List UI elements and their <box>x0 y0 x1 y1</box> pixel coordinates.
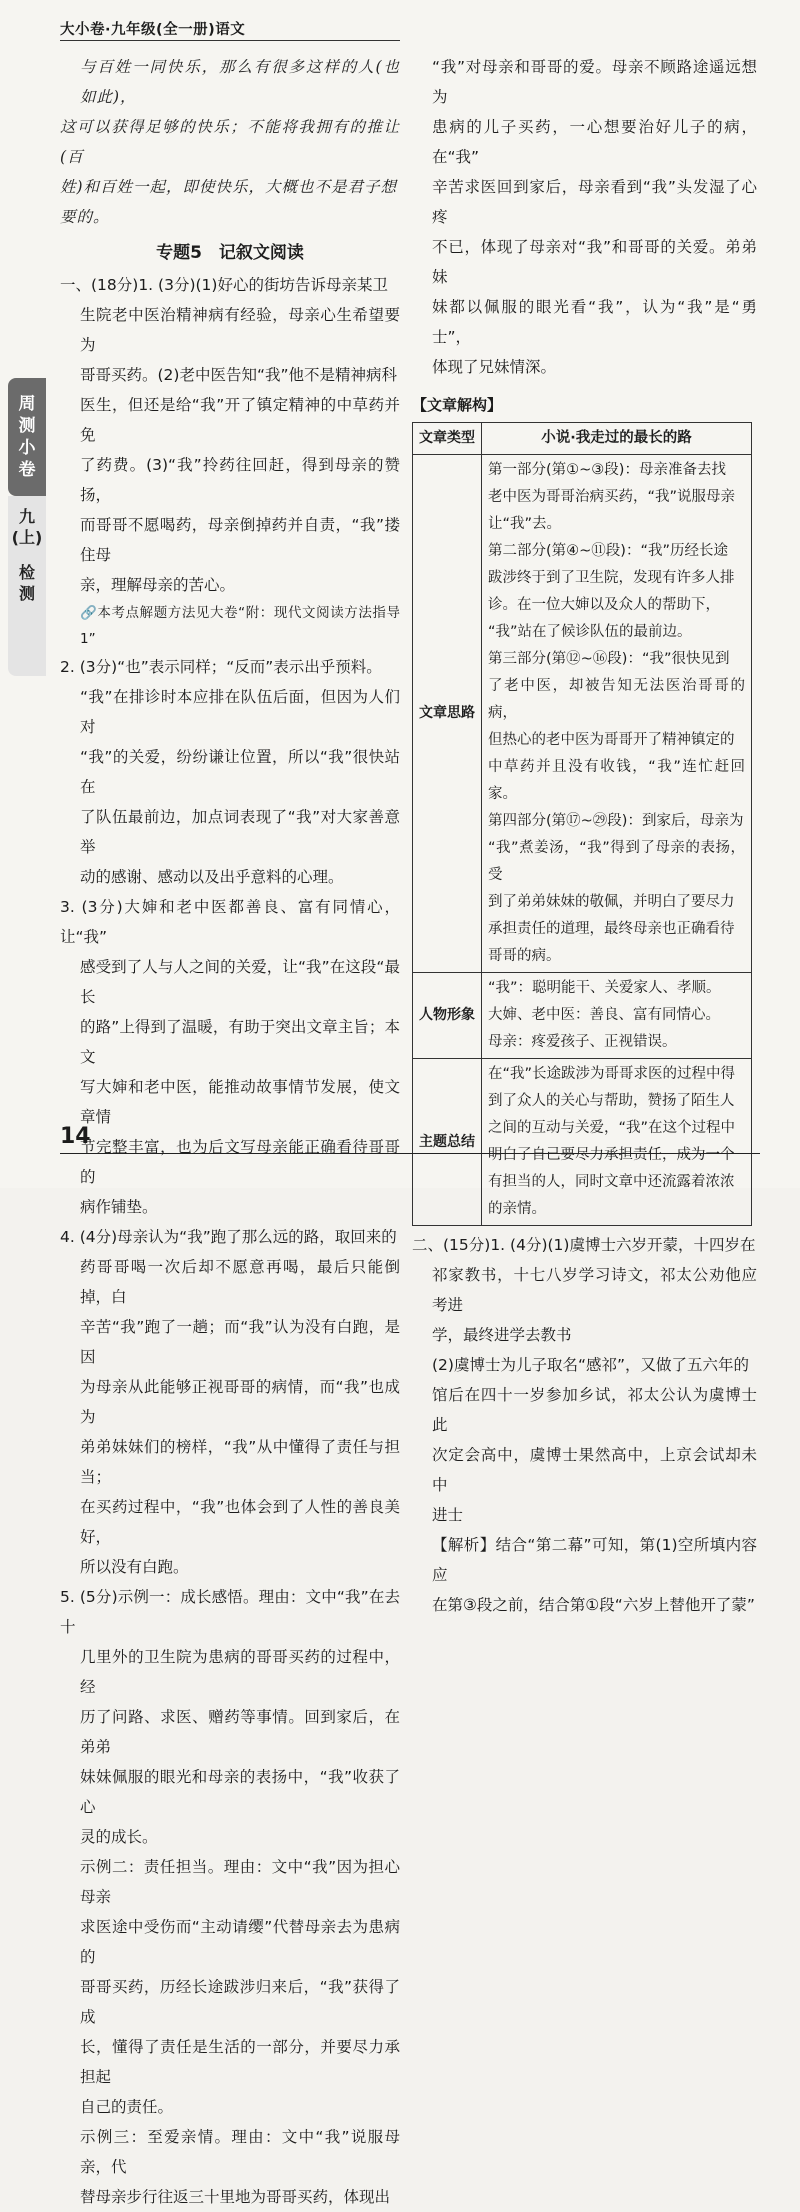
table-line: 诊。在一位大婶以及众人的帮助下， <box>488 597 720 613</box>
table-line: 第一部分(第①~③段)：母亲准备去找 <box>488 462 726 478</box>
table-line: 跋涉终于到了卫生院，发现有许多人排 <box>488 570 735 586</box>
table-line: 母亲：疼爱孩子、正视错误。 <box>488 1034 677 1050</box>
answer-line: 哥哥买药，历经长途跋涉归来后，“我”获得了成 <box>80 1978 400 2026</box>
table-line: 到了众人的关心与帮助，赞扬了陌生人 <box>488 1093 735 1109</box>
table-label-cell: 主题总结 <box>413 1059 482 1226</box>
intro-line: 姓)和百姓一起，即使快乐，大概也不是君子想 <box>60 178 398 196</box>
table-line: 第二部分(第④~⑪段)：“我”历经长途 <box>488 543 728 559</box>
table-content-cell <box>482 455 752 973</box>
answer-line: 病作铺垫。 <box>80 1198 158 1216</box>
side-tab-char: 九 <box>18 507 35 526</box>
intro-line: 要的。 <box>60 208 110 226</box>
table-line: 哥哥的病。 <box>488 948 561 964</box>
answer-line: 生院老中医治精神病有经验，母亲心生希望要为 <box>80 306 400 354</box>
side-tab-char: 测 <box>18 416 36 436</box>
answer-line: 药哥哥喝一次后却不愿意再喝，最后只能倒掉，白 <box>80 1258 400 1306</box>
method-tip-text: 本考点解题方法见大卷“附：现代文阅读方法指导1” <box>80 605 400 647</box>
answer-line: 5. (5分)示例一：成长感悟。理由：文中“我”在去十 <box>60 1588 400 1636</box>
table-line: 在“我”长途跋涉为哥哥求医的过程中得 <box>488 1066 736 1082</box>
table-line: “我”站在了候诊队伍的最前边。 <box>488 624 692 640</box>
side-tab-char: 周 <box>18 394 36 414</box>
answer-line: 了药费。(3)“我”拎药往回赶，得到母亲的赞扬， <box>80 456 400 504</box>
answer-line: 体现了兄妹情深。 <box>432 358 557 376</box>
side-tab-top <box>8 378 46 496</box>
answer-line: 学，最终进学去教书 <box>432 1326 572 1344</box>
table-line: 大婶、老中医：善良、富有同情心。 <box>488 1007 720 1023</box>
answer-line: 2. (3分)“也”表示同样；“反而”表示出乎预料。 <box>60 658 382 676</box>
table-line: “我”：聪明能干、关爱家人、孝顺。 <box>488 980 721 996</box>
side-tab-char: (上) <box>11 528 43 547</box>
table-label-cell: 文章类型 <box>413 423 482 455</box>
table-label-cell: 人物形象 <box>413 973 482 1059</box>
footer-rule <box>60 1153 760 1154</box>
table-line: 中草药并且没有收钱，“我”连忙赶回家。 <box>488 759 745 802</box>
answer-line: 辛苦求医回到家后，母亲看到“我”头发湿了心疼 <box>432 178 757 226</box>
answer-line: 的路”上得到了温暖，有助于突出文章主旨；本文 <box>80 1018 400 1066</box>
answer-q5 <box>60 1582 400 2212</box>
structure-heading: 【文章解构】 <box>412 396 503 414</box>
answer-line: 在买药过程中，“我”也体会到了人性的善良美好， <box>80 1498 400 1546</box>
answer-line: 【解析】结合“第二幕”可知，第(1)空所填内容应 <box>432 1536 757 1584</box>
answer-line: “我”在排诊时本应排在队伍后面，但因为人们对 <box>80 688 400 736</box>
answer-part2-q1 <box>412 1230 757 1620</box>
table-line: 第三部分(第⑫~⑯段)：“我”很快见到 <box>488 651 730 667</box>
answer-line: “我”的关爱，纷纷谦让位置，所以“我”很快站在 <box>80 748 400 796</box>
right-column <box>412 52 757 1620</box>
answer-line: 弟弟妹妹们的榜样，“我”从中懂得了责任与担当； <box>80 1438 400 1486</box>
table-line: 到了弟弟妹妹的敬佩，并明白了要尽力 <box>488 894 735 910</box>
answer-line: 替母亲步行往返三十里地为哥哥买药，体现出 <box>80 2188 391 2206</box>
table-row <box>413 973 752 1059</box>
side-tab-char: 测 <box>18 584 35 603</box>
structure-table <box>412 422 752 1226</box>
table-line: 承担责任的道理，最终母亲也正确看待 <box>488 921 735 937</box>
answer-line: 妹妹佩服的眼光和母亲的表扬中，“我”收获了心 <box>80 1768 400 1816</box>
answer-line: (2)虞博士为儿子取名“感祁”，又做了五六年的 <box>432 1356 750 1374</box>
table-line: 明白了自己要尽力承担责任，成为一个 <box>488 1147 735 1163</box>
table-row <box>413 455 752 973</box>
table-label-cell: 文章思路 <box>413 455 482 973</box>
table-line: 第四部分(第⑰~㉙段)：到家后，母亲为 <box>488 813 744 829</box>
running-header: 大小卷·九年级(全一册)语文 <box>60 22 246 38</box>
answer-line: 写大婶和老中医，能推动故事情节发展，使文章情 <box>80 1078 400 1126</box>
page-number: 14 <box>60 1124 91 1149</box>
answer-line: 动的感谢、感动以及出乎意料的心理。 <box>80 868 344 886</box>
answer-line: 求医途中受伤而“主动请缨”代替母亲去为患病的 <box>80 1918 400 1966</box>
intro-line: 这可以获得足够的快乐；不能将我拥有的推让(百 <box>60 118 400 166</box>
answer-line: 而哥哥不愿喝药，母亲倒掉药并自责，“我”搂住母 <box>80 516 400 564</box>
answer-line: 历了问路、求医、赠药等事情。回到家后，在弟弟 <box>80 1708 400 1756</box>
answer-line: 进士 <box>432 1506 464 1524</box>
answer-line: 哥哥买药。(2)老中医告知“我”他不是精神病科 <box>80 366 398 384</box>
answer-line: 4. (4分)母亲认为“我”跑了那么远的路，取回来的 <box>60 1228 397 1246</box>
table-row <box>413 1059 752 1226</box>
answer-line: 不已，体现了母亲对“我”和哥哥的关爱。弟弟妹 <box>432 238 757 286</box>
link-icon: 🔗 <box>80 605 98 621</box>
table-line: 但热心的老中医为哥哥开了精神镇定的 <box>488 732 735 748</box>
table-line: 有担当的人，同时文章中还流露着浓浓 <box>488 1174 735 1190</box>
answer-q5-continued <box>412 52 757 382</box>
answer-line: 示例三：至爱亲情。理由：文中“我”说服母亲，代 <box>80 2128 400 2176</box>
table-content-cell <box>482 973 752 1059</box>
answer-line: 所以没有白跑。 <box>80 1558 189 1576</box>
answer-line: 患病的儿子买药，一心想要治好儿子的病，在“我” <box>432 118 757 166</box>
table-line: 的亲情。 <box>488 1201 546 1217</box>
answer-line: 祁家教书，十七八岁学习诗文，祁太公劝他应考进 <box>432 1266 757 1314</box>
answer-line: 3. (3分)大婶和老中医都善良、富有同情心，让“我” <box>60 898 400 946</box>
side-tab <box>0 378 46 678</box>
answer-q2 <box>60 652 400 892</box>
side-tab-char: 检 <box>18 563 35 582</box>
side-tab-char: 卷 <box>18 460 36 480</box>
answer-line: 医生，但还是给“我”开了镇定精神的中草药并免 <box>80 396 400 444</box>
table-line: 之间的互动与关爱，“我”在这个过程中 <box>488 1120 736 1136</box>
table-line: “我”煮姜汤，“我”得到了母亲的表扬，受 <box>488 840 745 883</box>
table-row <box>413 423 752 455</box>
answer-line: 感受到了人与人之间的关爱，让“我”在这段“最长 <box>80 958 400 1006</box>
header-rule <box>60 40 400 41</box>
method-tip <box>60 600 400 652</box>
answer-line: 一、(18分)1. (3分)(1)好心的街坊告诉母亲某卫 <box>60 276 388 294</box>
answer-line: 次定会高中，虞博士果然高中，上京会试却未中 <box>432 1446 757 1494</box>
table-line: 了老中医，却被告知无法医治哥哥的病， <box>488 678 745 721</box>
answer-line: 二、(15分)1. (4分)(1)虞博士六岁开蒙，十四岁在 <box>412 1236 756 1254</box>
answer-line: 馆后在四十一岁参加乡试，祁太公认为虞博士此 <box>432 1386 757 1434</box>
answer-line: 亲，理解母亲的苦心。 <box>80 576 236 594</box>
answer-line: 示例二：责任担当。理由：文中“我”因为担心母亲 <box>80 1858 400 1906</box>
answer-q1 <box>60 270 400 600</box>
answer-line: 灵的成长。 <box>80 1828 158 1846</box>
answer-q3 <box>60 892 400 1222</box>
table-header-value: 小说·我走过的最长的路 <box>482 423 752 455</box>
side-tab-bottom <box>8 496 46 676</box>
answer-line: 了队伍最前边，加点词表现了“我”对大家善意举 <box>80 808 400 856</box>
answer-q4 <box>60 1222 400 1582</box>
intro-line: 与百姓一同快乐，那么有很多这样的人(也如此)， <box>80 58 400 106</box>
side-tab-char: 小 <box>18 438 36 458</box>
table-content-cell <box>482 1059 752 1226</box>
answer-line: 长，懂得了责任是生活的一部分，并要尽力承担起 <box>80 2038 400 2086</box>
answer-line: 为母亲从此能够正视哥哥的病情，而“我”也成为 <box>80 1378 400 1426</box>
answer-line: “我”对母亲和哥哥的爱。母亲不顾路途遥远想为 <box>432 58 757 106</box>
table-line: 让“我”去。 <box>488 516 562 532</box>
answer-line: 几里外的卫生院为患病的哥哥买药的过程中，经 <box>80 1648 400 1696</box>
table-line: 老中医为哥哥治病买药，“我”说服母亲 <box>488 489 736 505</box>
left-column <box>60 52 400 2212</box>
intro-paragraph <box>60 52 400 232</box>
section-title: 专题5 记叙文阅读 <box>156 243 304 263</box>
answer-line: 辛苦“我”跑了一趟；而“我”认为没有白跑，是因 <box>80 1318 400 1366</box>
answer-line: 节完整丰富，也为后文写母亲能正确看待哥哥的 <box>80 1138 400 1186</box>
answer-line: 妹都以佩服的眼光看“我”，认为“我”是“勇士”， <box>432 298 757 346</box>
answer-line: 自己的责任。 <box>80 2098 174 2116</box>
answer-line: 在第③段之前，结合第①段“六岁上替他开了蒙” <box>432 1596 755 1614</box>
